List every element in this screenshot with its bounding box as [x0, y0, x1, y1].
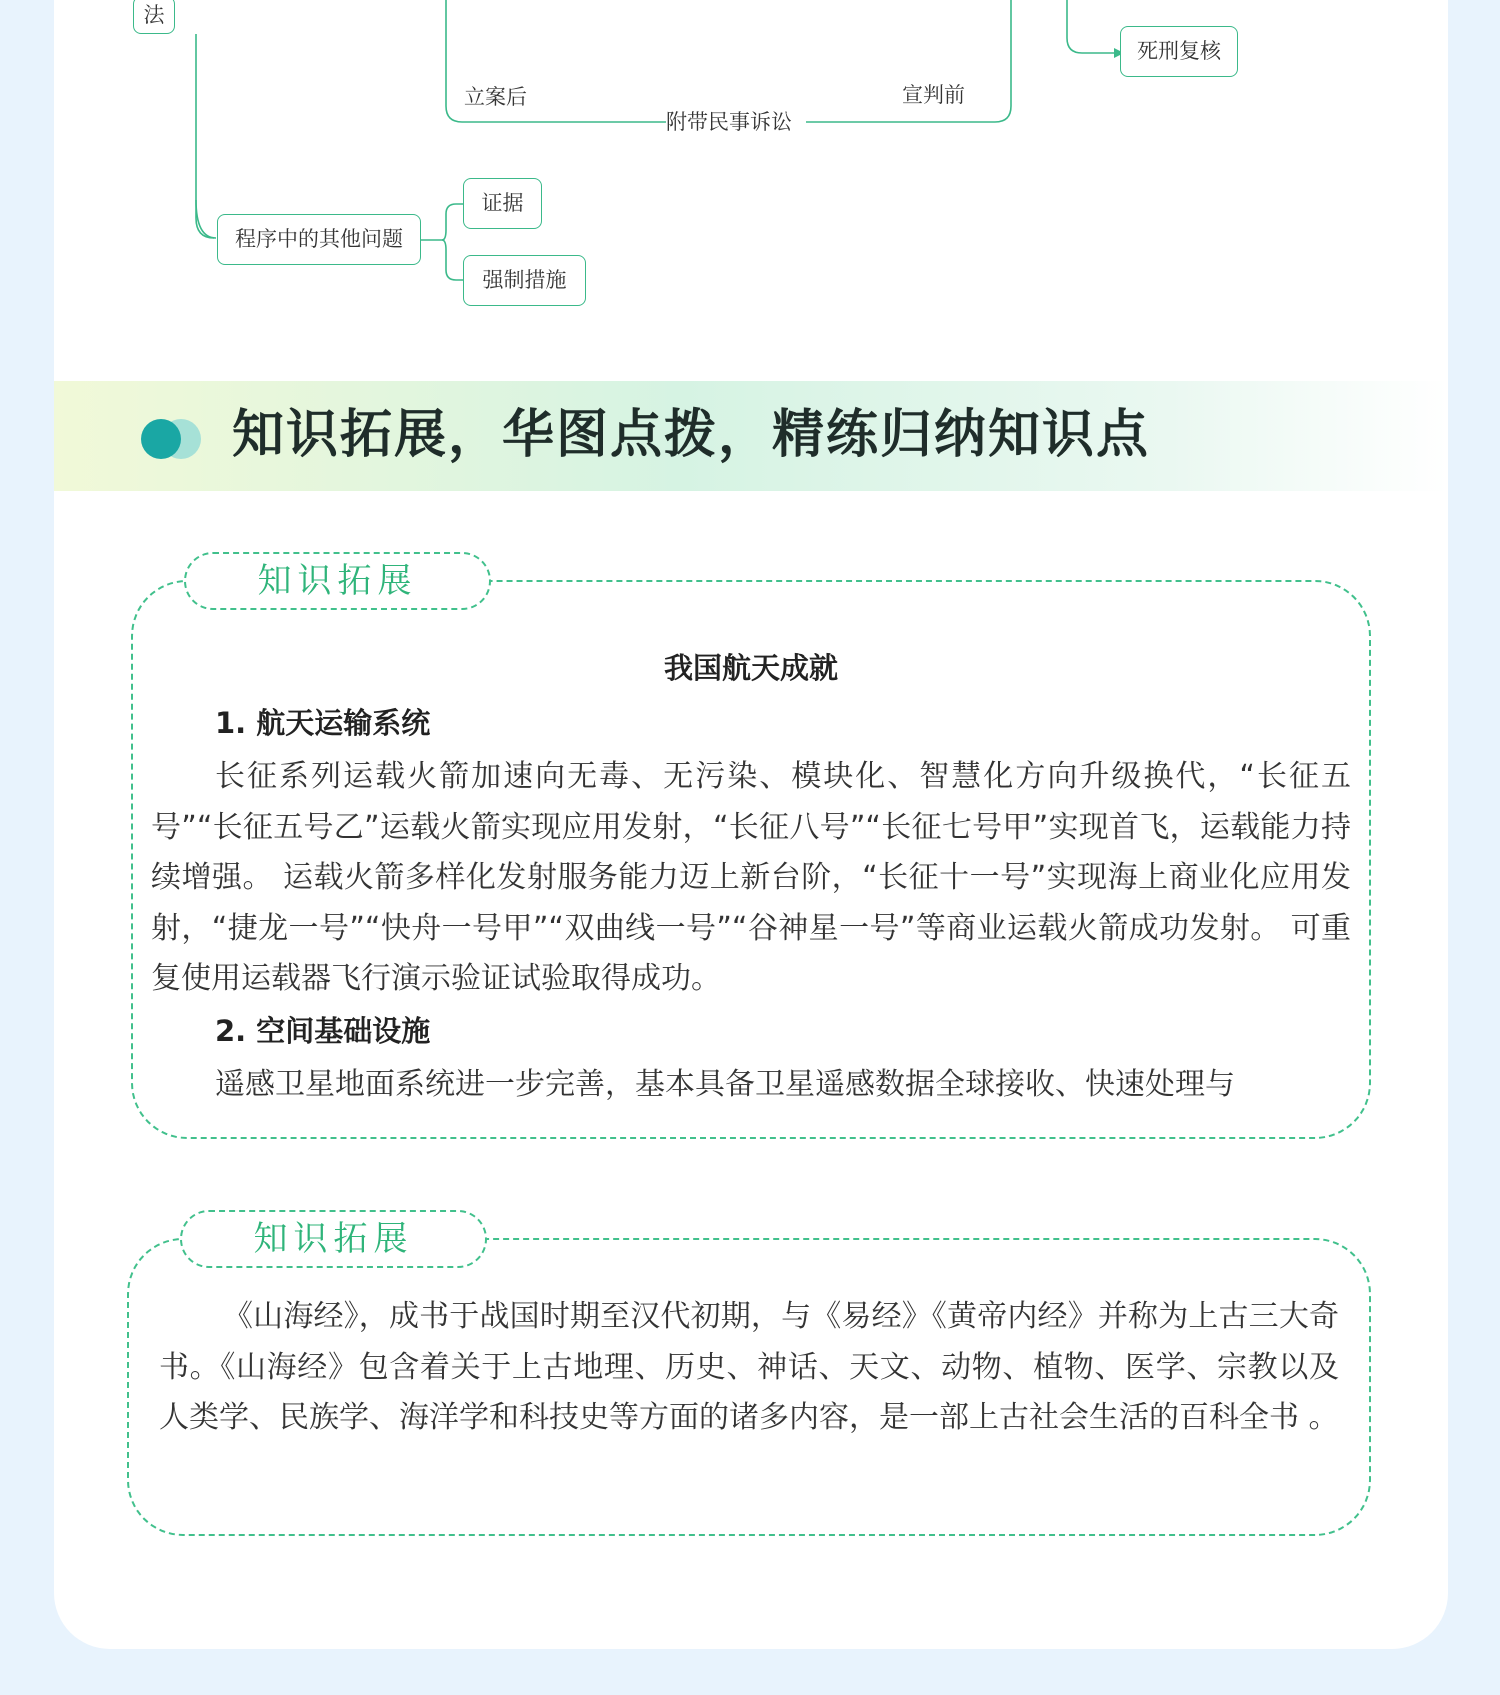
knowledge-box-1-body	[151, 646, 1351, 1110]
knowledge-box-2-tab	[180, 1210, 487, 1268]
mindmap-node-evidence	[463, 178, 542, 229]
content-card	[54, 0, 1448, 1649]
knowledge-box-1-tab	[184, 552, 491, 610]
mindmap-node-label: 法	[143, 2, 165, 27]
mindmap-node-coercive	[463, 255, 586, 306]
mindmap-node-sixing-fuhe	[1120, 26, 1238, 77]
knowledge-tab-label: 知识拓展	[257, 561, 418, 601]
mindmap-node-other-issues	[217, 214, 421, 265]
mindmap-node-label: 程序中的其他问题	[235, 227, 403, 251]
mindmap-label-xuan-pan-qian: 宣判前	[902, 83, 965, 107]
banner-dot-teal-icon	[141, 419, 181, 459]
article-title: 我国航天成就	[663, 651, 838, 685]
paragraph-2: 遥感卫星地面系统进一步完善，基本具备卫星遥感数据全球接收、快速处理与	[215, 1066, 1235, 1102]
mindmap-connectors	[54, 0, 1448, 330]
mindmap-label-li-an-hou: 立案后	[464, 85, 527, 109]
mindmap-node-label: 证据	[481, 191, 524, 215]
paragraph-1: 长征系列运载火箭加速向无毒、无污染、模块化、智慧化方向升级换代，“长征五号”“长征五号乙”运载火箭实现应用发射，“长征八号”“长征七号甲”实现首飞，运载能力持续增强。 运载火箭多样化发射服务能力迈上新台阶，“长征十一号”实现海上商业化应用发射，“捷龙一号”“快舟一号甲”“双曲线一号”“谷神星一号”等商业运载火箭成功发射。 可重复使用运载器飞行演示验证试验取得成功。	[151, 759, 1351, 996]
section-banner	[54, 381, 1448, 491]
knowledge-box-2-body	[159, 1292, 1339, 1444]
paragraph-shanhaijing: 《山海经》，成书于战国时期至汉代初期，与《易经》《黄帝内经》并称为上古三大奇书。《山海经》包含着关于上古地理、历史、神话、天文、动物、植物、医学、宗教以及人类学、民族学、海洋学和科技史等方面的诸多内容，是一部上古社会生活的百科全书 。	[159, 1299, 1339, 1435]
knowledge-tab-label: 知识拓展	[253, 1219, 414, 1259]
mindmap-node-fa	[133, 0, 175, 34]
mindmap-node-label: 死刑复核	[1137, 39, 1221, 63]
section-heading-2: 2. 空间基础设施	[215, 1013, 431, 1048]
banner-title: 知识拓展，华图点拨，精练归纳知识点	[232, 405, 1151, 465]
section-heading-1: 1. 航天运输系统	[215, 706, 431, 740]
mindmap-node-label: 强制措施	[482, 268, 567, 292]
mindmap-label-fudai-minshi: 附带民事诉讼	[666, 110, 792, 134]
